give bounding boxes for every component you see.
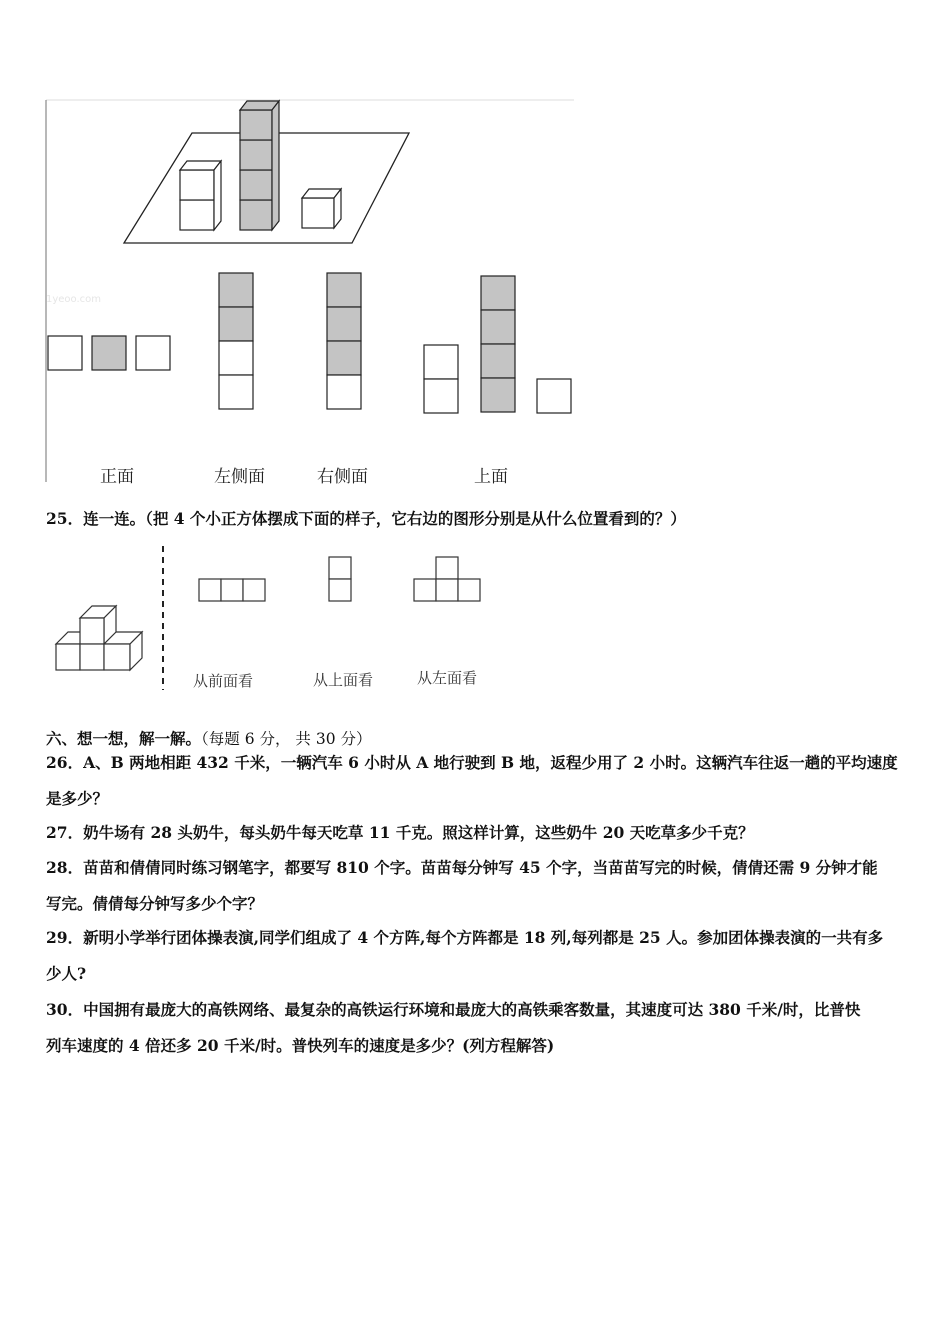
four-cube-solid [56, 606, 142, 670]
question-28 [46, 850, 916, 922]
question-26-line-2: 是多少？ [46, 789, 109, 808]
question-26-line-1: 26．A、B 两地相距 432 千米，一辆汽车 6 小时从 A 地行驶到 B 地，返程少用了 2 小时。这辆汽车往返一趟的平均速度 [46, 753, 898, 772]
question-29-line-2: 少人? [46, 964, 87, 983]
q25-label-top: 从上面看 [313, 671, 374, 689]
q25-label-left: 从左面看 [417, 669, 478, 687]
question-29-line-1: 29．新明小学举行团体操表演,同学们组成了 4 个方阵,每个方阵都是 18 列,每列都是 25 人。参加团体操表演的一共有多 [46, 928, 884, 947]
question-29 [46, 920, 916, 992]
question-27-line-1: 27．奶牛场有 28 头奶牛，每头奶牛每天吃草 11 千克。照这样计算，这些奶牛 20 天吃草多少千克？ [46, 823, 754, 842]
caption-left-side: 左侧面 [214, 467, 265, 487]
q25-view-shape-row [199, 579, 265, 601]
center-stack-4-cubes [240, 101, 279, 230]
caption-top: 上面 [474, 467, 508, 487]
question-26 [46, 745, 916, 817]
right-single-cube [302, 189, 341, 228]
left-stack-2-cubes [180, 161, 221, 230]
question-30-line-2: 列车速度的 4 倍还多 20 千米/时。普快列车的速度是多少？(列方程解答) [46, 1036, 555, 1055]
question-28-line-2: 写完。倩倩每分钟写多少个字？ [46, 894, 264, 913]
watermark: 1yeoo.com [46, 294, 102, 305]
right-side-view-shape [327, 273, 361, 409]
question-25-text: 25．连一连。（把 4 个小正方体摆成下面的样子，它右边的图形分别是从什么位置看到的？） [46, 509, 686, 528]
section-6-title: 六、想一想，解一解。 [46, 729, 202, 748]
q25-view-shape-t [414, 557, 480, 601]
question-27 [46, 815, 916, 851]
question-30 [46, 992, 916, 1064]
q25-label-front: 从前面看 [193, 672, 254, 690]
caption-front: 正面 [100, 467, 134, 487]
three-view-figure [44, 98, 576, 490]
caption-right-side: 右侧面 [317, 467, 368, 487]
section-6-note: （每题 6 分， 共 30 分） [201, 730, 372, 748]
left-side-view-shape [219, 273, 253, 409]
front-view-shape [48, 336, 170, 370]
question-28-line-1: 28．苗苗和倩倩同时练习钢笔字，都要写 810 个字。苗苗每分钟写 45 个字，当苗苗写完的时候，倩倩还需 9 分钟才能 [46, 858, 878, 877]
question-25 [46, 501, 916, 537]
top-view-shape [424, 276, 571, 413]
question-30-line-1: 30．中国拥有最庞大的高铁网络、最复杂的高铁运行环境和最庞大的高铁乘客数量，其速度可达 380 千米/时，比普快 [46, 1000, 861, 1019]
q25-view-shape-column [329, 557, 351, 601]
